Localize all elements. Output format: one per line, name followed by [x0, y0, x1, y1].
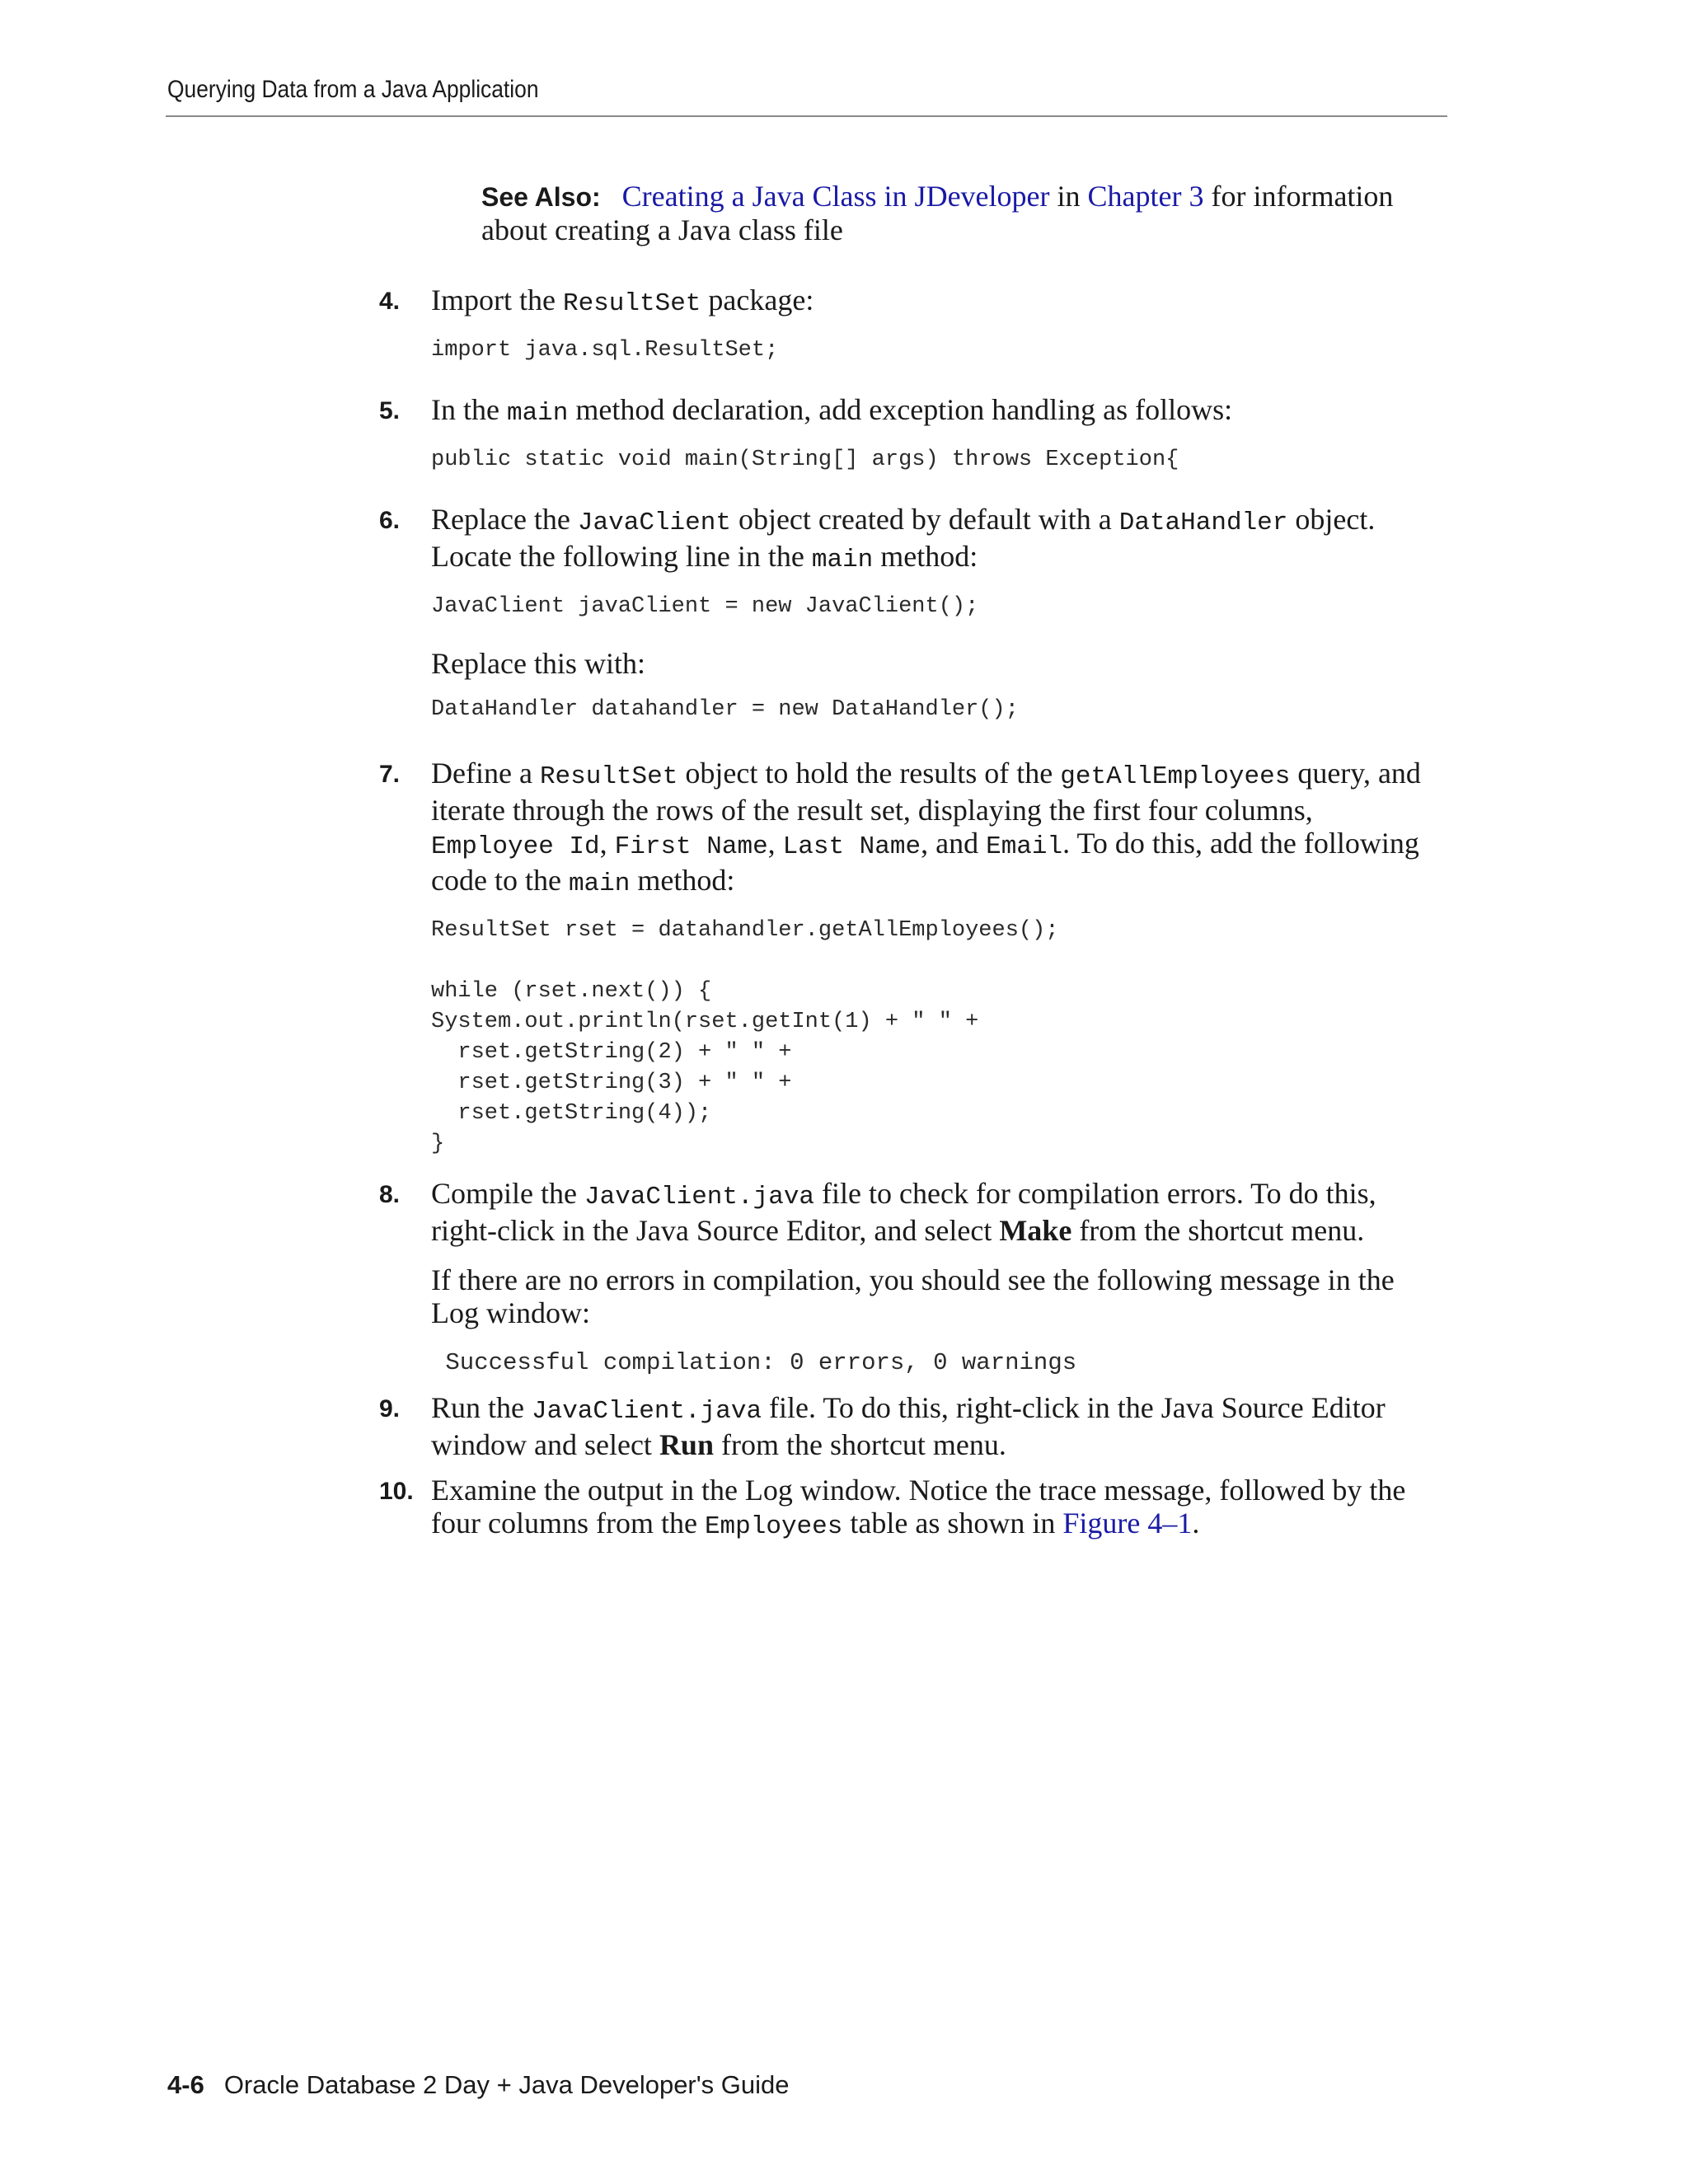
step-text: Replace the JavaClient object created by default with a DataHandler object. Locate the following line in the main method:	[431, 503, 1376, 574]
step-text: Define a ResultSet object to hold the results of the getAllEmployees query, and iterate through the rows of the result set, displaying the first four columns, Employee Id, First Name, Last Name, and Email. To do this, add the following code to the main method:	[431, 757, 1421, 898]
step-number: 9.	[379, 1395, 401, 1422]
step-number: 8.	[379, 1181, 401, 1208]
step-number: 6.	[379, 507, 401, 534]
step-number: 5.	[379, 397, 401, 424]
step-text: Import the ResultSet package:	[431, 284, 814, 318]
link-chapter-3[interactable]: Chapter 3	[1087, 180, 1204, 213]
step-text: Run the JavaClient.java file. To do this, right-click in the Java Source Editor window and select Run from the shortcut menu.	[431, 1391, 1386, 1461]
step-number: 10.	[379, 1478, 414, 1505]
step-7	[379, 757, 1442, 1160]
code-block: JavaClient javaClient = new JavaClient();	[431, 594, 979, 619]
code-block: public static void main(String[] args) throws Exception{	[431, 448, 1179, 472]
page-footer	[167, 2070, 790, 2100]
step-text: Replace this with:	[431, 647, 645, 680]
running-header: Querying Data from a Java Application	[167, 76, 539, 103]
code-block: import java.sql.ResultSet;	[431, 338, 779, 363]
see-also-note: See Also: Creating a Java Class in JDeveloper in Chapter 3 for information about creating a Java class file	[481, 180, 1394, 246]
step-5	[379, 393, 1442, 476]
header-rule	[166, 115, 1447, 117]
step-8	[379, 1177, 1442, 1378]
step-4	[379, 284, 1442, 366]
step-9	[379, 1391, 1442, 1461]
step-text: Examine the output in the Log window. Notice the trace message, followed by the four columns from the Employees table as shown in Figure 4–1.	[431, 1474, 1406, 1541]
step-text: In the main method declaration, add exception handling as follows:	[431, 393, 1233, 428]
step-text: If there are no errors in compilation, you should see the following message in the Log window:	[431, 1263, 1395, 1329]
code-block: ResultSet rset = datahandler.getAllEmployees(); while (rset.next()) { System.out.println(rset.getInt(1) + " " + rset.getString(2) + " " + rset.getString(3) + " " + rset.getString(4)); }	[431, 918, 1059, 1156]
step-text: Compile the JavaClient.java file to check for compilation errors. To do this, right-click in the Java Source Editor, and select Make from the shortcut menu.	[431, 1177, 1376, 1247]
link-creating-java-class[interactable]: Creating a Java Class in JDeveloper	[621, 180, 1050, 213]
step-number: 4.	[379, 288, 401, 315]
see-also-label: See Also:	[481, 182, 601, 212]
book-title: Oracle Database 2 Day + Java Developer's Guide	[223, 2070, 790, 2099]
link-figure-4-1[interactable]: Figure 4–1	[1062, 1507, 1193, 1540]
code-block: Successful compilation: 0 errors, 0 warnings	[431, 1349, 1077, 1376]
step-6	[379, 503, 1442, 725]
page-number: 4-6	[167, 2070, 204, 2099]
step-10	[379, 1474, 1442, 1544]
code-block: DataHandler datahandler = new DataHandler();	[431, 697, 1019, 722]
step-number: 7.	[379, 761, 401, 788]
